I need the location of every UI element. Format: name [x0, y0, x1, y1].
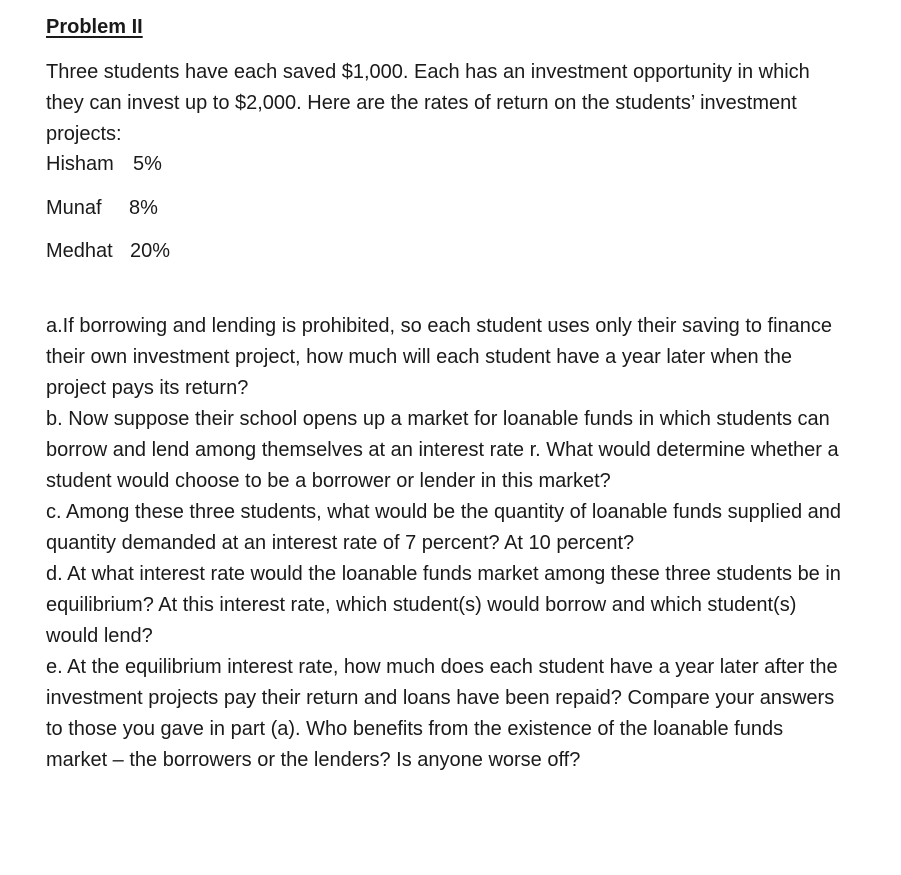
student-name: Munaf	[46, 197, 102, 219]
student-name: Medhat	[46, 240, 113, 262]
question-d: d. At what interest rate would the loanable funds market among these three students be in equilibrium? At this interest rate, which student(s) would borrow and which student(s) would lend?	[46, 563, 841, 647]
student-rate: 8%	[129, 197, 158, 219]
student-rate: 20%	[130, 240, 171, 262]
student-row-hisham	[46, 152, 162, 176]
questions-list	[46, 311, 846, 776]
intro-paragraph: Three students have each saved $1,000. Each has an investment opportunity in which they can invest up to $2,000. Here are the rates of return on the students’ investment projects:	[46, 61, 810, 145]
student-row-munaf	[46, 196, 158, 220]
student-name: Hisham	[46, 153, 114, 175]
problem-heading: Problem II	[46, 16, 143, 38]
student-rate: 5%	[133, 153, 162, 175]
question-a: a.If borrowing and lending is prohibited, so each student uses only their saving to finance their own investment project, how much will each student have a year later when the project pays its return?	[46, 315, 833, 399]
student-row-medhat	[46, 239, 170, 263]
question-b: b. Now suppose their school opens up a market for loanable funds in which students can borrow and lend among themselves at an interest rate r. What would determine whether a student would choose to be a borrower or lender in this market?	[46, 408, 839, 492]
question-e: e. At the equilibrium interest rate, how much does each student have a year later after the investment projects pay their return and loans have been repaid? Compare your answers to those you gave in part (a). Who benefits from the existence of the loanable funds market – the borrowers or the lenders? Is anyone worse off?	[46, 656, 838, 771]
question-c: c. Among these three students, what would be the quantity of loanable funds supplied and quantity demanded at an interest rate of 7 percent? At 10 percent?	[46, 501, 841, 554]
